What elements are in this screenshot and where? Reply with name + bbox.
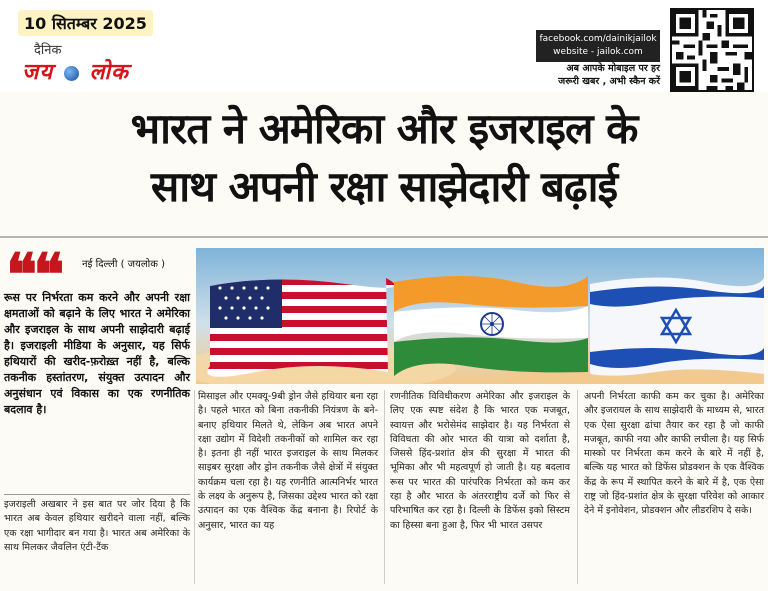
newspaper-logo: [22, 56, 129, 86]
quote-icon: ❝❝: [6, 241, 61, 309]
article-column-3: रणनीतिक विविधीकरण अमेरिका और इजराइल के लिए एक स्पष्ट संदेश है कि भारत एक मजबूत, स्वायत्त और भरोसेमंद साझेदार है। यह निर्भरता से विविधता की ओर भारत की यात्रा को दर्शाता है, जिससे हिंद-प्रशांत क्षेत्र की सुरक्षा में भारत की भूमिका और भी महत्वपूर्ण हो जाती है। यह बदलाव रूस पर भारत की पारंपरिक निर्भरता को कम कर रहा है और भारत के अंतरराष्ट्रीय दर्जे को फिर से परिभाषित कर रहा है। दिल्ली के डिफेंस इको सिस्टम का हिस्सा बना हुआ है, फिर भी भारत उसपर: [390, 391, 570, 531]
issue-date: 10 सितम्बर 2025: [18, 10, 153, 36]
logo-text-left: जय: [22, 60, 54, 85]
article-column-1: इजराइली अखबार ने इस बात पर जोर दिया है कि भारत अब केवल हथियार खरीदने वाला नहीं, बल्कि एक रक्षा भागीदार बन गया है। भारत अब अमेरिका के साथ मिलकर जैवलिन एंटी-टैंक: [4, 499, 190, 553]
column-divider: [384, 390, 385, 584]
logo-subtitle: दैनिक: [34, 43, 62, 58]
column-divider: [194, 390, 195, 584]
headline-line-1: भारत ने अमेरिका और इजराइल के: [130, 104, 638, 153]
scan-note: [532, 62, 660, 88]
headline-line-2: साथ अपनी रक्षा साझेदारी बढ़ाई: [150, 162, 618, 211]
dateline: नई दिल्ली ( जयलोक ): [82, 259, 166, 270]
flags-photo: [196, 248, 764, 384]
india-flag-icon: [394, 276, 588, 376]
column-divider: [577, 390, 578, 584]
headline-divider: [0, 236, 768, 238]
qr-code-icon[interactable]: [670, 8, 754, 92]
headline: [0, 100, 768, 216]
article-column-4: अपनी निर्भरता काफी कम कर चुका है। अमेरिका और इजरायल के साथ साझेदारी के माध्यम से, भारत एक ऐसा सुरक्षा ढांचा तैयार कर रहा है जो काफी मजबूत, काफी नया और काफी लचीला है। यह सिर्फ मास्को पर निर्भरता कम करने के बारे में नहीं है, बल्कि यह भारत को डिफेंस प्रोडक्शन के एक वैश्विक केंद्र के रूप में स्थापित करने के बारे में है, एक ऐसा राष्ट्र जो हिंद-प्रशांत क्षेत्र के सुरक्षा परिवेश को आकार देने में इनोवेशन, प्रोडक्शन और लीडरशिप दे सके।: [584, 391, 764, 517]
scan-note-line1: अब आपके मोबाइल पर हर: [566, 63, 660, 74]
logo-text-right: लोक: [89, 60, 129, 85]
article-column-2: मिसाइल और एमक्यू-9बी ड्रोन जैसे हथियार बना रहा है। पहले भारत को बिना तकनीकी नियंत्रण के बने-बनाए हथियार मिलते थे, लेकिन अब भारत अपने रक्षा उद्योग में विदेशी तकनीकों को शामिल कर रहा है। इतना ही नहीं भारत इजराइल के साथ मिलकर साइबर सुरक्षा और ड्रोन तकनीक जैसे क्षेत्रों में संयुक्त कार्यक्रम चला रहा है। यह रणनीति आत्मनिर्भर भारत के लक्ष्य के अनुरूप है, जिसका उद्देश्य भारत को रक्षा उत्पादन का एक वैश्विक केंद्र बनाना है। रिपोर्ट के अनुसार, भारत का यह: [198, 391, 378, 531]
intro-paragraph: रूस पर निर्भरता कम करने और अपनी रक्षा क्षमताओं को बढ़ाने के लिए भारत ने अमेरिका और इजराइल के साथ अपनी साझेदारी बढ़ाई है। इजराइली मीडिया के अनुसार, यह सिर्फ हथियारों की खरीद-फ़रोख़्त नहीं है, बल्कि तकनीक हस्तांतरण, संयुक्त उत्पादन और अनुसंधान एवं विकास का एक रणनीतिक बदलाव है।: [4, 291, 190, 416]
scan-note-line2: जरूरी खबर , अभी स्कैन करें: [558, 76, 660, 87]
israel-flag-icon: [590, 277, 764, 375]
intro-divider: [4, 494, 190, 495]
social-box: [536, 30, 660, 62]
website-link[interactable]: website - jailok.com: [553, 47, 643, 57]
masthead: [0, 0, 768, 92]
facebook-link[interactable]: facebook.com/dainikjailok: [539, 34, 657, 44]
globe-icon: [64, 66, 79, 81]
